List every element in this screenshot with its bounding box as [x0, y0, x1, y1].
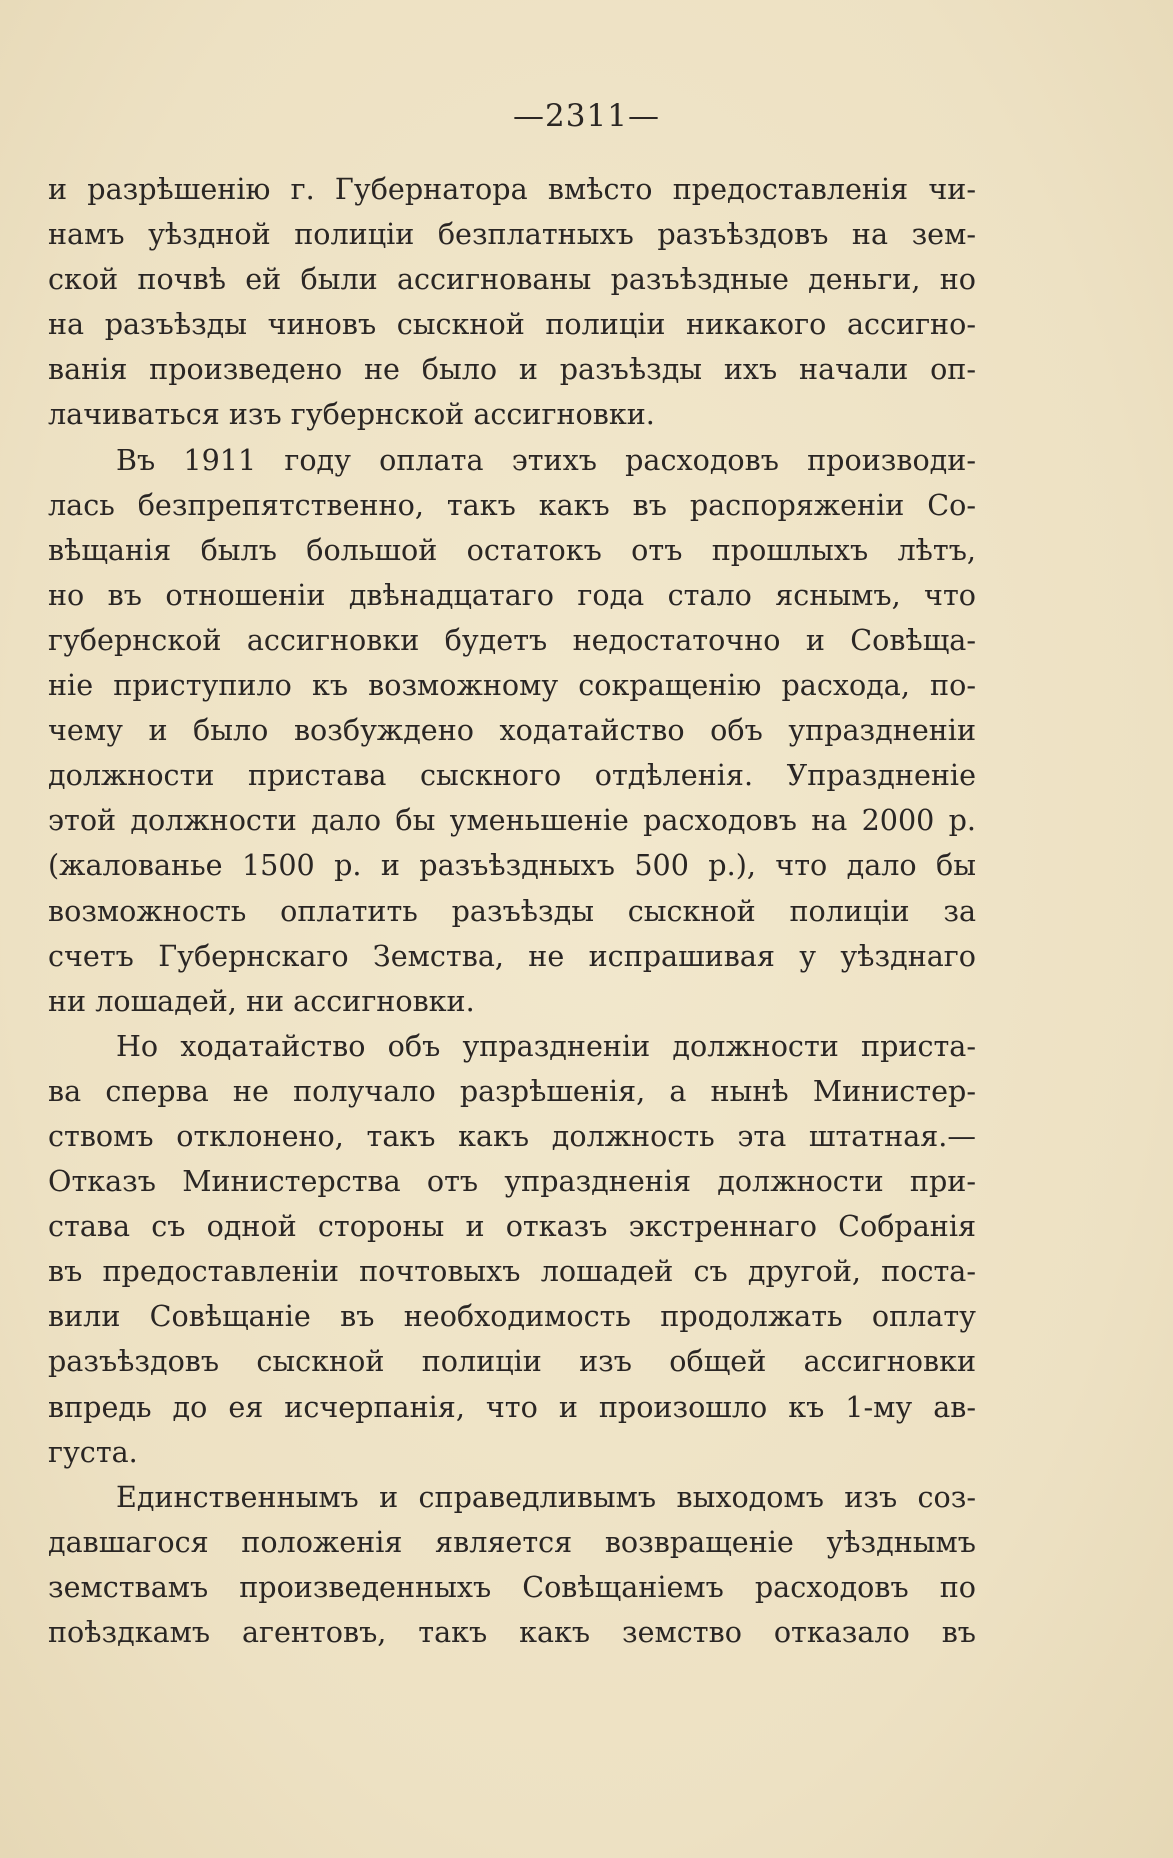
text-line: земствамъ произведенныхъ Совѣщаніемъ расходовъ по	[48, 1569, 976, 1604]
paragraph-4	[48, 1475, 976, 1655]
text-line: счетъ Губернскаго Земства, не испрашивая у уѣзднаго	[48, 938, 976, 973]
text-line: должности пристава сыскного отдѣленія. Упраздненіе	[48, 758, 976, 793]
text-line: ствомъ отклонено, такъ какъ должность эта штатная.—	[48, 1118, 976, 1153]
text-line: въ предоставленіи почтовыхъ лошадей съ другой, поста-	[48, 1254, 976, 1289]
text-line: Единственнымъ и справедливымъ выходомъ изъ соз-	[116, 1479, 976, 1514]
paragraph-2	[48, 438, 976, 1024]
text-line: лась безпрепятственно, такъ какъ въ распоряженіи Со-	[48, 487, 976, 522]
text-line: лачиваться изъ губернской ассигновки.	[48, 397, 655, 432]
text-line: поѣздкамъ агентовъ, такъ какъ земство отказало въ	[48, 1615, 976, 1649]
text-line: на разъѣзды чиновъ сыскной полиціи никакого ассигно-	[48, 307, 976, 342]
text-line: давшагося положенія является возвращеніе уѣзднымъ	[48, 1524, 976, 1559]
text-line: впредь до ея исчерпанія, что и произошло къ 1-му ав-	[48, 1389, 976, 1424]
text-line: ской почвѣ ей были ассигнованы разъѣздные деньги, но	[48, 262, 976, 297]
text-line: намъ уѣздной полиціи безплатныхъ разъѣздовъ на зем-	[48, 217, 976, 252]
paragraph-1	[48, 167, 976, 438]
text-line: ванія произведено не было и разъѣзды ихъ начали оп-	[48, 352, 976, 387]
text-line: Отказъ Министерства отъ упраздненія должности при-	[48, 1164, 976, 1199]
text-line: но въ отношеніи двѣнадцатаго года стало яснымъ, что	[48, 577, 976, 612]
text-line: и разрѣшенію г. Губернатора вмѣсто предоставленія чи-	[48, 172, 976, 206]
text-line: Въ 1911 году оплата этихъ расходовъ производи-	[116, 442, 976, 477]
text-line: ни лошадей, ни ассигновки.	[48, 983, 475, 1018]
text-line: чему и было возбуждено ходатайство объ упраздненіи	[48, 713, 976, 748]
text-line: разъѣздовъ сыскной полиціи изъ общей ассигновки	[48, 1344, 976, 1379]
text-line: (жалованье 1500 р. и разъѣздныхъ 500 р.), что дало бы	[48, 848, 976, 883]
page-number: —2311—	[513, 98, 660, 134]
text-line: вили Совѣщаніе въ необходимость продолжать оплату	[48, 1299, 976, 1334]
text-line: губернской ассигновки будетъ недостаточно и Совѣща-	[48, 622, 976, 657]
body-text	[48, 167, 976, 1655]
text-line: ва сперва не получало разрѣшенія, а нынѣ Министер-	[48, 1073, 976, 1108]
text-line: Но ходатайство объ упраздненіи должности приста-	[116, 1028, 976, 1063]
text-line: става съ одной стороны и отказъ экстреннаго Собранія	[48, 1209, 976, 1244]
paragraph-3	[48, 1024, 976, 1475]
text-line: ніе приступило къ возможному сокращенію расхода, по-	[48, 668, 976, 703]
text-line: вѣщанія былъ большой остатокъ отъ прошлыхъ лѣтъ,	[48, 532, 976, 567]
text-line: густа.	[48, 1434, 138, 1469]
text-line: этой должности дало бы уменьшеніе расходовъ на 2000 р.	[48, 803, 976, 838]
text-line: возможность оплатить разъѣзды сыскной полиціи за	[48, 893, 976, 928]
